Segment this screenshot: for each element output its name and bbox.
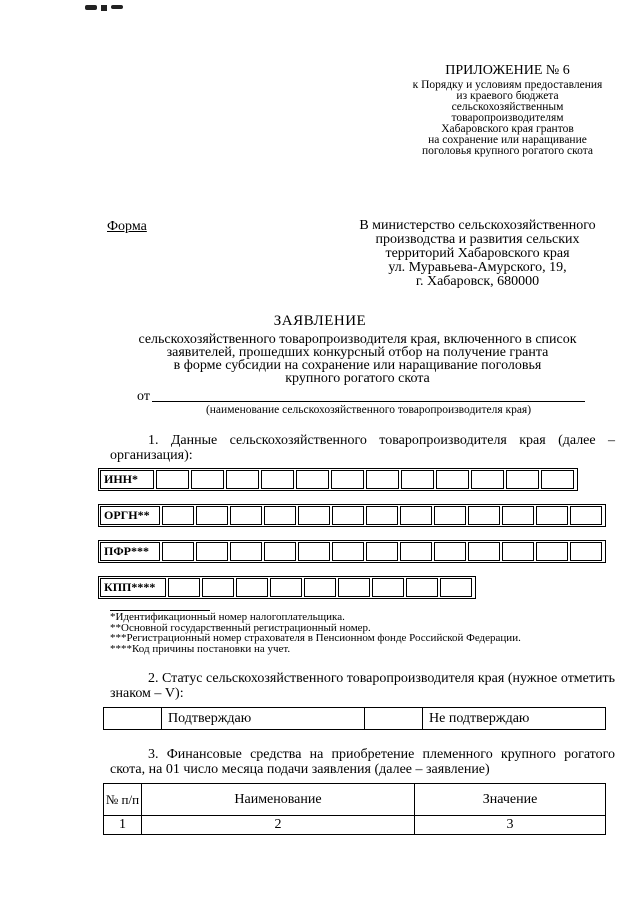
cell-value: 3 <box>415 816 606 835</box>
footnote: **Основной государственный регистрационный номер. <box>110 621 371 634</box>
id-digit-cell[interactable] <box>366 470 399 489</box>
id-digit-cell[interactable] <box>436 470 469 489</box>
cell-number: 1 <box>104 816 142 835</box>
appendix-line: на сохранение или наращивание <box>428 134 587 146</box>
id-digit-cell[interactable] <box>226 470 259 489</box>
id-digit-cell[interactable] <box>471 470 504 489</box>
appendix-line: Хабаровского края грантов <box>441 123 574 135</box>
intro-line: в форме субсидии на сохранение или наращивание поголовья <box>173 358 542 373</box>
id-digit-cell[interactable] <box>162 542 194 561</box>
id-digit-cell[interactable] <box>296 470 329 489</box>
kpp-row <box>98 576 476 599</box>
id-digit-cell[interactable] <box>372 578 404 597</box>
from-input-line[interactable] <box>152 401 585 402</box>
status-table <box>103 707 606 730</box>
ogrn-cells[interactable] <box>162 506 604 525</box>
pfr-cells[interactable] <box>162 542 604 561</box>
id-digit-cell[interactable] <box>570 506 602 525</box>
statement-title: ЗАЯВЛЕНИЕ <box>273 313 367 329</box>
id-digit-cell[interactable] <box>298 506 330 525</box>
footnote: ***Регистрационный номер страхователя в Пенсионном фонде Российской Федерации. <box>110 632 521 644</box>
intro-line: сельскохозяйственного товаропроизводителя края, включенного в список <box>138 332 577 347</box>
not-confirm-label: Не подтверждаю <box>423 708 606 730</box>
id-digit-cell[interactable] <box>264 542 296 561</box>
header-name: Наименование <box>142 784 415 816</box>
id-digit-cell[interactable] <box>536 542 568 561</box>
id-digit-cell[interactable] <box>338 578 370 597</box>
from-caption: (наименование сельскохозяйственного товаропроизводителя края) <box>205 404 532 416</box>
logo-fragment <box>85 0 135 18</box>
from-label: от <box>137 389 150 404</box>
ogrn-row <box>98 504 606 527</box>
address-line: территорий Хабаровского края <box>385 246 570 261</box>
id-digit-cell[interactable] <box>468 506 500 525</box>
id-digit-cell[interactable] <box>502 542 534 561</box>
address-line: ул. Муравьева-Амурского, 19, <box>388 260 567 275</box>
id-digit-cell[interactable] <box>298 542 330 561</box>
id-digit-cell[interactable] <box>236 578 268 597</box>
id-digit-cell[interactable] <box>264 506 296 525</box>
id-digit-cell[interactable] <box>162 506 194 525</box>
address-line: г. Хабаровск, 680000 <box>415 274 540 289</box>
id-digit-cell[interactable] <box>541 470 574 489</box>
appendix-line: к Порядку и условиям предоставления <box>412 79 603 91</box>
inn-row <box>98 468 578 491</box>
appendix-line: товаропроизводителям <box>451 112 564 124</box>
id-digit-cell[interactable] <box>434 506 466 525</box>
id-digit-cell[interactable] <box>230 542 262 561</box>
ogrn-label: ОРГН** <box>100 506 160 525</box>
id-digit-cell[interactable] <box>332 542 364 561</box>
header-number: № п/п <box>104 784 142 816</box>
id-digit-cell[interactable] <box>570 542 602 561</box>
address-line: В министерство сельскохозяйственного <box>359 218 596 233</box>
id-digit-cell[interactable] <box>202 578 234 597</box>
id-digit-cell[interactable] <box>156 470 189 489</box>
pfr-row <box>98 540 606 563</box>
id-digit-cell[interactable] <box>502 506 534 525</box>
section2-text: 2. Статус сельскохозяйственного товаропроизводителя края (нужное отметить знаком – V): <box>110 671 615 701</box>
id-digit-cell[interactable] <box>468 542 500 561</box>
inn-label: ИНН* <box>100 470 154 489</box>
inn-cells[interactable] <box>156 470 576 489</box>
address-line: производства и развития сельских <box>375 232 580 247</box>
id-digit-cell[interactable] <box>434 542 466 561</box>
appendix-title: ПРИЛОЖЕНИЕ № 6 <box>445 63 570 78</box>
id-digit-cell[interactable] <box>168 578 200 597</box>
form-label: Форма <box>107 219 147 234</box>
id-digit-cell[interactable] <box>331 470 364 489</box>
pfr-label: ПФР*** <box>100 542 160 561</box>
id-digit-cell[interactable] <box>261 470 294 489</box>
section1-text: 1. Данные сельскохозяйственного товаропроизводителя края (далее – организация): <box>110 433 615 463</box>
recipient-address <box>345 219 610 289</box>
id-digit-cell[interactable] <box>506 470 539 489</box>
id-digit-cell[interactable] <box>440 578 472 597</box>
appendix-block <box>390 62 625 157</box>
id-digit-cell[interactable] <box>332 506 364 525</box>
cell-name: 2 <box>142 816 415 835</box>
finance-table <box>103 783 606 835</box>
footnote: *Идентификационный номер налогоплательщика. <box>110 611 345 623</box>
id-digit-cell[interactable] <box>366 542 398 561</box>
confirm-checkbox[interactable] <box>104 708 162 730</box>
header-value: Значение <box>415 784 606 816</box>
not-confirm-checkbox[interactable] <box>365 708 423 730</box>
id-digit-cell[interactable] <box>191 470 224 489</box>
kpp-cells[interactable] <box>168 578 474 597</box>
id-digit-cell[interactable] <box>270 578 302 597</box>
statement-intro <box>105 333 610 385</box>
id-digit-cell[interactable] <box>196 506 228 525</box>
id-digit-cell[interactable] <box>406 578 438 597</box>
id-digit-cell[interactable] <box>400 506 432 525</box>
footnote: ****Код причины постановки на учет. <box>110 642 291 655</box>
id-digit-cell[interactable] <box>536 506 568 525</box>
appendix-line: поголовья крупного рогатого скота <box>422 145 593 157</box>
id-digit-cell[interactable] <box>304 578 336 597</box>
id-digit-cell[interactable] <box>196 542 228 561</box>
intro-line: крупного рогатого скота <box>285 371 430 386</box>
footnotes <box>110 612 615 654</box>
kpp-label: КПП**** <box>100 578 166 597</box>
id-digit-cell[interactable] <box>366 506 398 525</box>
id-digit-cell[interactable] <box>230 506 262 525</box>
id-digit-cell[interactable] <box>400 542 432 561</box>
confirm-label: Подтверждаю <box>162 708 365 730</box>
logo-fragment-icon <box>85 5 135 13</box>
appendix-line: сельскохозяйственным <box>451 101 564 113</box>
appendix-line: из краевого бюджета <box>456 90 559 102</box>
id-digit-cell[interactable] <box>401 470 434 489</box>
intro-line: заявителей, прошедших конкурсный отбор на получение гранта <box>166 345 549 360</box>
section3-text: 3. Финансовые средства на приобретение племенного крупного рогатого скота, на 01 число месяца подачи заявления (далее – заявление) <box>110 747 615 777</box>
